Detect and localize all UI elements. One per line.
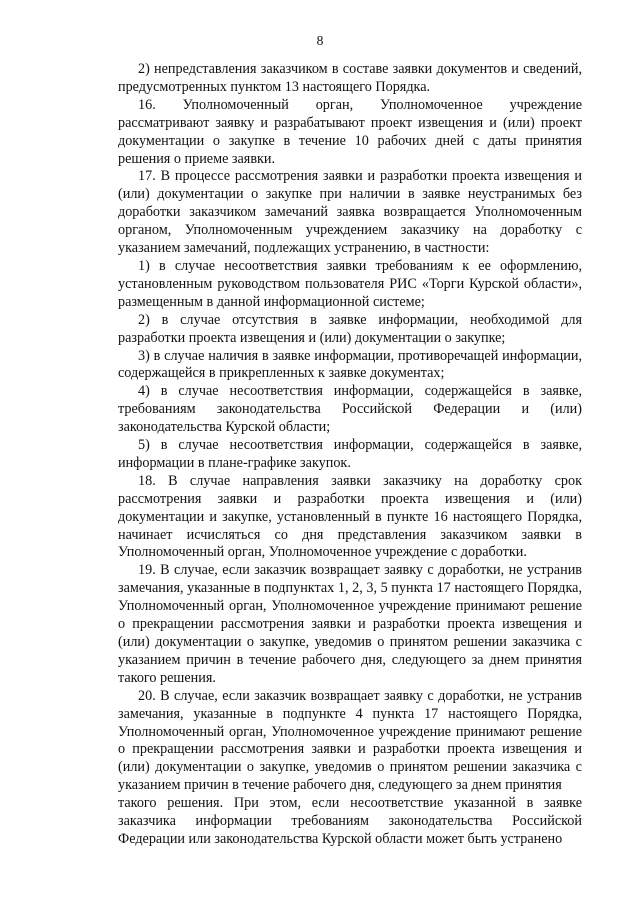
paragraph-subclause-2: 2) в случае отсутствия в заявке информации, необходимой для разработки проекта извещения и (или) документации о закупке;: [118, 311, 582, 346]
paragraph-continuation: такого решения. При этом, если несоответствие указанной в заявке заказчика информации требованиям законодательства Российской Федерации или законодательства Курской области может быть устранено: [118, 795, 582, 847]
paragraph-subclause-1: 1) в случае несоответствия заявки требованиям к ее оформлению, установленным руководством пользователя РИС «Торги Курской области», размещенным в данной информационной системе;: [118, 257, 582, 310]
paragraph-subclause-3: 3) в случае наличия в заявке информации, противоречащей информации, содержащейся в прикрепленных к заявке документах;: [118, 347, 582, 382]
paragraph-clause-19: 19. В случае, если заказчик возвращает заявку с доработки, не устранив замечания, указанные в подпунктах 1, 2, 3, 5 пункта 17 настоящего Порядка, Уполномоченный орган, Уполномоченное учреждение принимают решение о прекращении рассмотрения заявки и разработки проекта извещения и (или) документации о закупке, уведомив о принятом решении заказчика с указанием причин в течение рабочего дня, следующего за днем принятия такого решения.: [118, 562, 582, 686]
paragraph-clause-20: 20. В случае, если заказчик возвращает заявку с доработки, не устранив замечания, указанные в подпункте 4 пункта 17 настоящего Порядка, Уполномоченный орган, Уполномоченное учреждение принимают решение о прекращении рассмотрения заявки и разработки проекта извещения и (или) документации о закупке, уведомив о принятом решении заказчика с указанием причин в течение рабочего дня, следующего за днем принятия: [118, 687, 582, 794]
paragraph-subclause-4: 4) в случае несоответствия информации, содержащейся в заявке, требованиям законодательства Российской Федерации и (или) законодательства Курской области;: [118, 383, 582, 436]
paragraph-item-2: 2) непредставления заказчиком в составе заявки документов и сведений, предусмотренных пунктом 13 настоящего Порядка.: [118, 61, 582, 95]
paragraph-clause-17: 17. В процессе рассмотрения заявки и разработки проекта извещения и (или) документации о закупке при наличии в заявке неустранимых без доработки заказчиком замечаний заявка возвращается Уполномоченным органом, Уполномоченным учреждением заказчику на доработку с указанием замечаний, подлежащих устранению, в частности:: [118, 168, 582, 257]
page-number: 8: [316, 33, 324, 48]
paragraph-clause-18: 18. В случае направления заявки заказчику на доработку срок рассмотрения заявки и разработки проекта извещения и (или) документации и закупке, установленный в пункте 16 настоящего Порядка, начинает исчисляться со дня представления заказчиком заявки в Уполномоченный орган, Уполномоченное учреждение с доработки.: [118, 472, 582, 561]
document-body: [118, 61, 582, 849]
paragraph-subclause-5: 5) в случае несоответствия информации, содержащейся в заявке, информации в плане-графике закупок.: [118, 437, 582, 471]
paragraph-clause-16: 16. Уполномоченный орган, Уполномоченное учреждение рассматривают заявку и разрабатывают проект извещения и (или) проект документации о закупке в течение 10 рабочих дней с даты принятия решения о приеме заявки.: [118, 96, 582, 167]
